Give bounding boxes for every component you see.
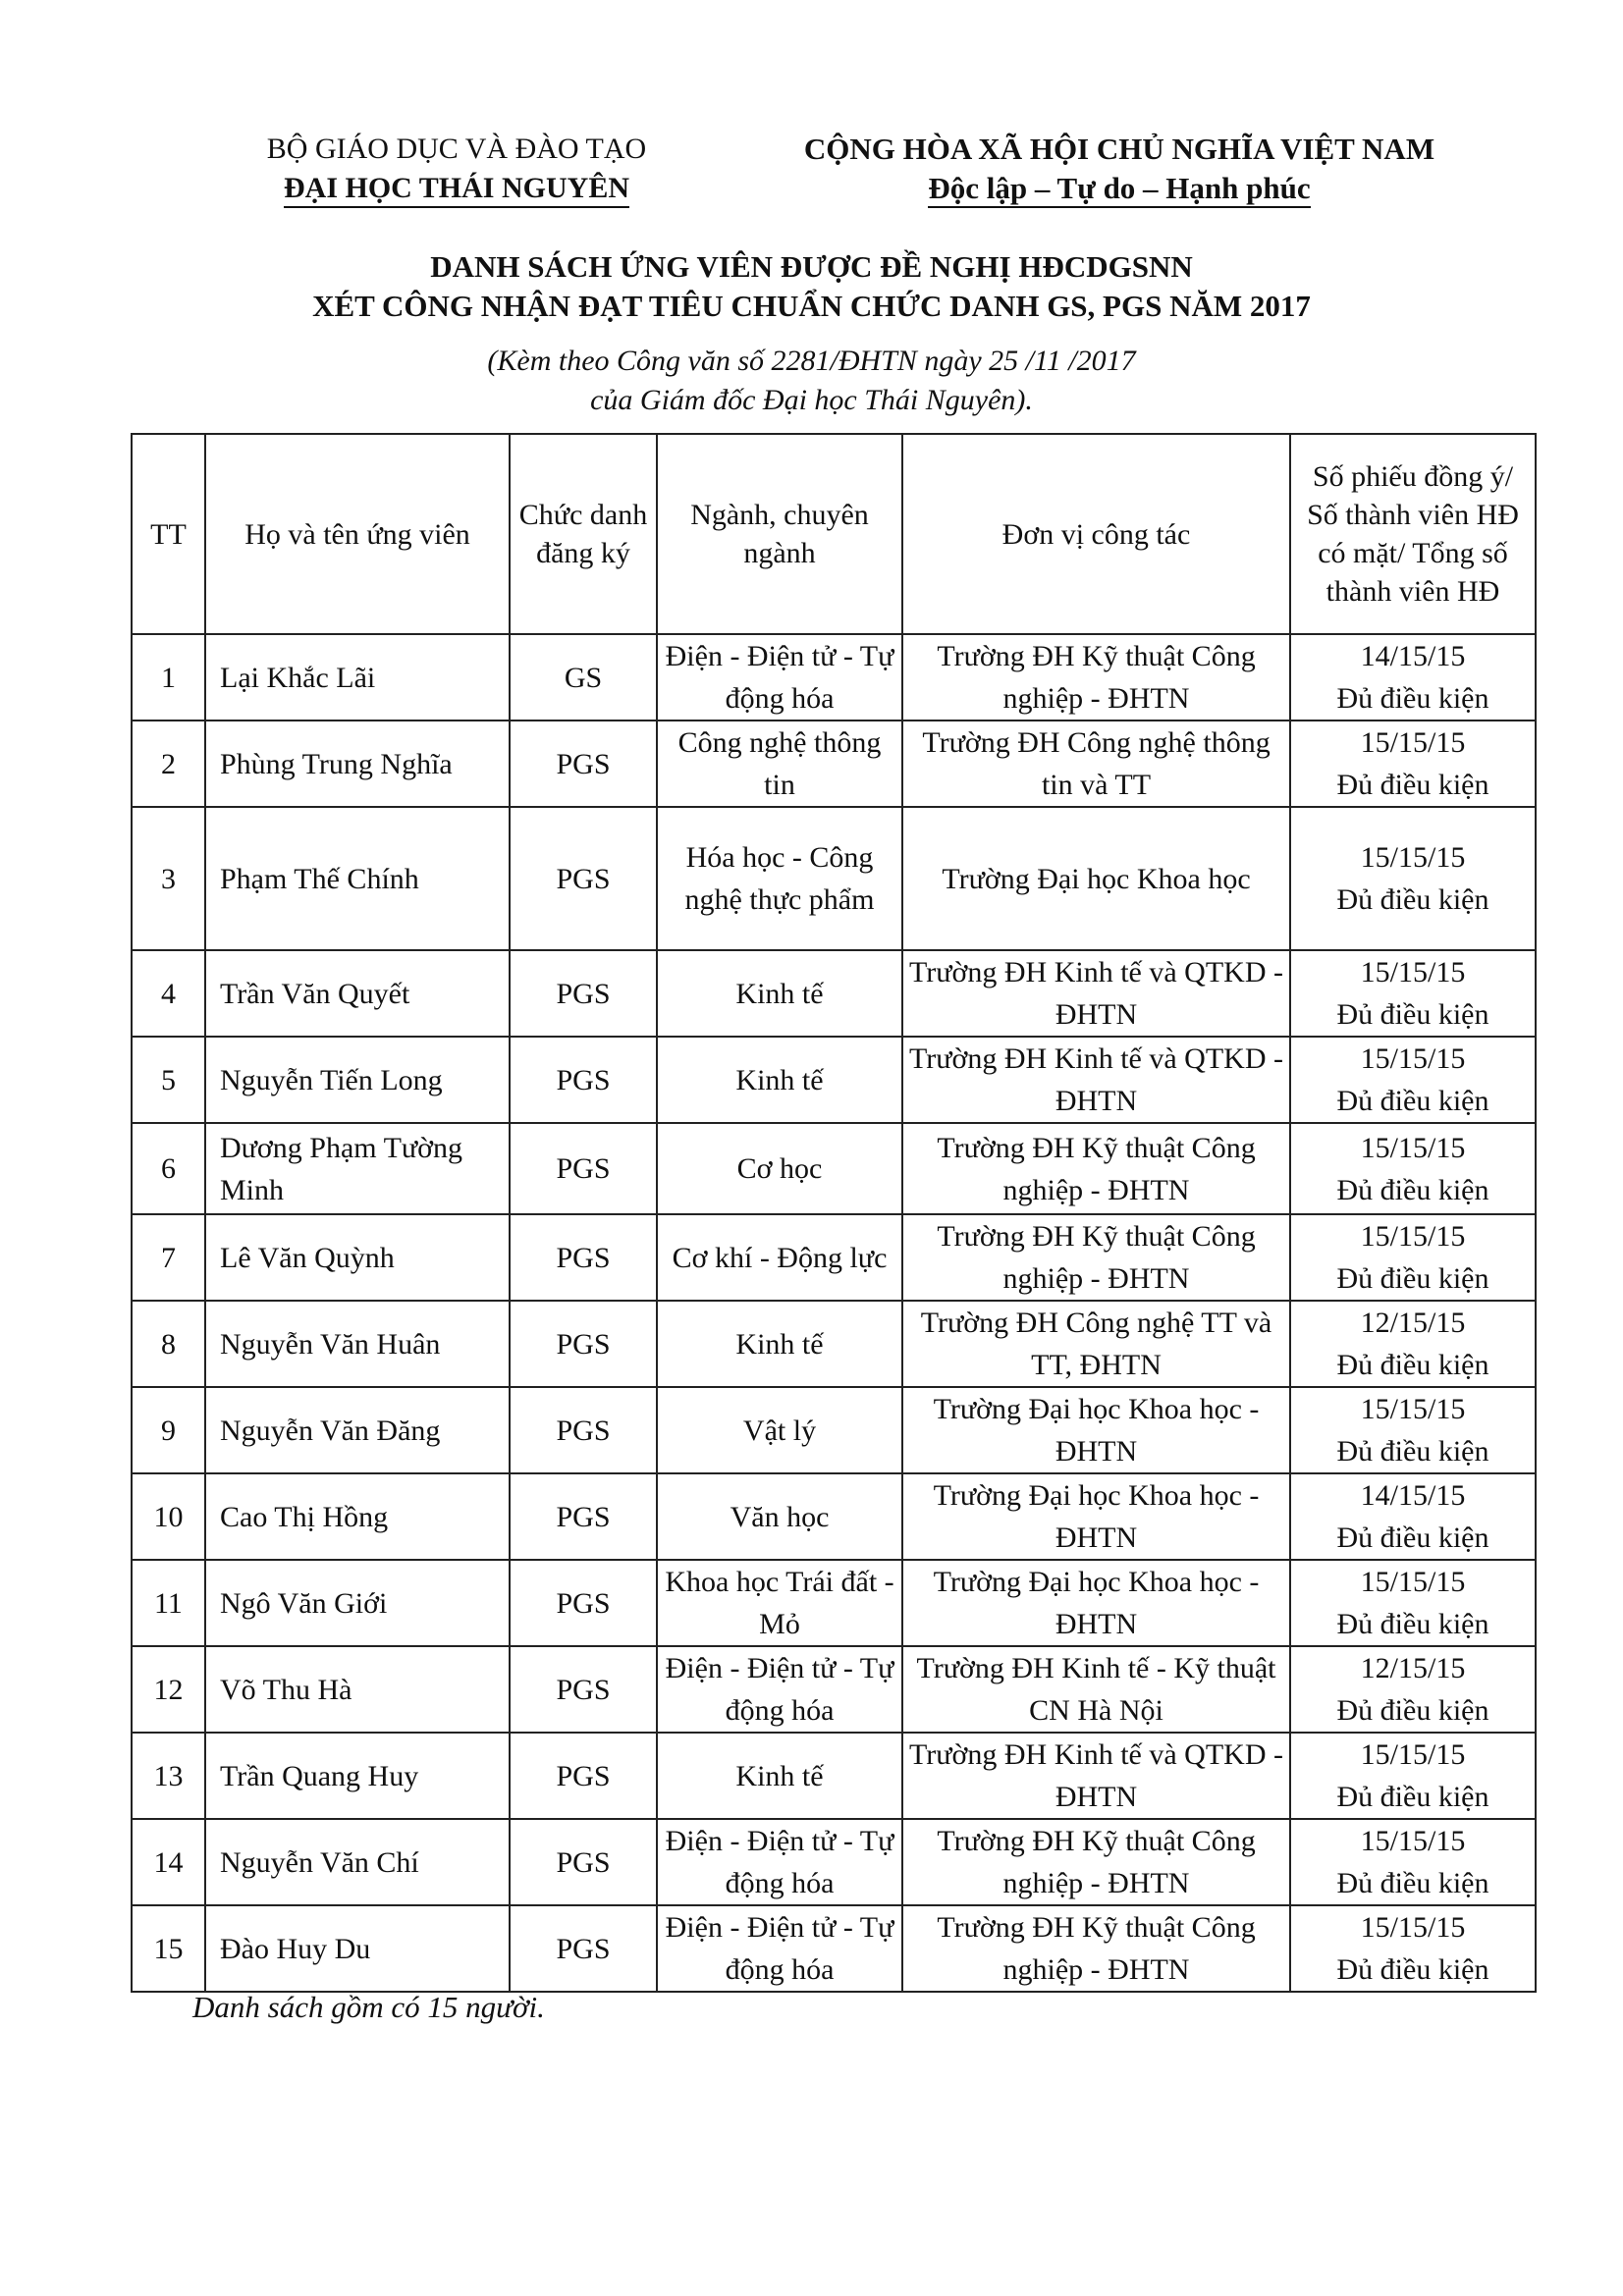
cell-tt: 4 [132, 950, 205, 1037]
cell-unit: Trường ĐH Kỹ thuật Công nghiệp - ĐHTN [902, 1214, 1290, 1301]
table-row [132, 1037, 1536, 1123]
cell-tt: 1 [132, 634, 205, 721]
cell-votes [1290, 1301, 1536, 1387]
cell-tt: 14 [132, 1819, 205, 1905]
cell-field: Điện - Điện tử - Tự động hóa [657, 1646, 902, 1733]
cell-field: Điện - Điện tử - Tự động hóa [657, 634, 902, 721]
header-title: Chức danh đăng ký [510, 434, 657, 634]
cell-votes [1290, 807, 1536, 950]
cell-votes [1290, 1214, 1536, 1301]
title-line-1: DANH SÁCH ỨNG VIÊN ĐƯỢC ĐỀ NGHỊ HĐCDGSNN [430, 249, 1193, 284]
cell-unit: Trường Đại học Khoa học - ĐHTN [902, 1387, 1290, 1473]
cell-tt: 7 [132, 1214, 205, 1301]
cell-name: Dương Phạm Tường Minh [205, 1123, 510, 1214]
cell-title: PGS [510, 1905, 657, 1992]
vote-count: 15/15/15 [1360, 1566, 1466, 1598]
vote-count: 12/15/15 [1360, 1307, 1466, 1339]
eligibility-status: Đủ điều kiện [1336, 1435, 1489, 1468]
cell-title: PGS [510, 1214, 657, 1301]
eligibility-status: Đủ điều kiện [1336, 1953, 1489, 1986]
cell-name: Võ Thu Hà [205, 1646, 510, 1733]
vote-count: 15/15/15 [1360, 1393, 1466, 1425]
vote-count: 15/15/15 [1360, 1825, 1466, 1857]
cell-tt: 13 [132, 1733, 205, 1819]
document-subtitle [0, 342, 1623, 420]
table-row [132, 1905, 1536, 1992]
vote-count: 15/15/15 [1360, 1738, 1466, 1771]
cell-name: Trần Văn Quyết [205, 950, 510, 1037]
vote-count: 15/15/15 [1360, 956, 1466, 988]
cell-title: PGS [510, 721, 657, 807]
cell-votes [1290, 1560, 1536, 1646]
cell-field: Cơ học [657, 1123, 902, 1214]
cell-tt: 3 [132, 807, 205, 950]
title-line-2: XÉT CÔNG NHẬN ĐẠT TIÊU CHUẨN CHỨC DANH GS, PGS NĂM 2017 [312, 289, 1311, 323]
university-name: ĐẠI HỌC THÁI NGUYÊN [284, 171, 629, 208]
cell-unit: Trường ĐH Kỹ thuật Công nghiệp - ĐHTN [902, 1123, 1290, 1214]
table-row [132, 1646, 1536, 1733]
cell-tt: 9 [132, 1387, 205, 1473]
cell-unit: Trường ĐH Kỹ thuật Công nghiệp - ĐHTN [902, 1905, 1290, 1992]
cell-name: Trần Quang Huy [205, 1733, 510, 1819]
cell-field: Điện - Điện tử - Tự động hóa [657, 1905, 902, 1992]
cell-tt: 8 [132, 1301, 205, 1387]
cell-field: Kinh tế [657, 950, 902, 1037]
subtitle-line-2: của Giám đốc Đại học Thái Nguyên). [590, 384, 1033, 416]
header-votes: Số phiếu đồng ý/ Số thành viên HĐ có mặt/ Tổng số thành viên HĐ [1290, 434, 1536, 634]
eligibility-status: Đủ điều kiện [1336, 883, 1489, 916]
cell-title: PGS [510, 1123, 657, 1214]
cell-field: Điện - Điện tử - Tự động hóa [657, 1819, 902, 1905]
table-row [132, 1473, 1536, 1560]
cell-votes [1290, 634, 1536, 721]
cell-unit: Trường Đại học Khoa học - ĐHTN [902, 1560, 1290, 1646]
cell-votes [1290, 1473, 1536, 1560]
table-row [132, 1214, 1536, 1301]
cell-votes [1290, 1037, 1536, 1123]
cell-tt: 2 [132, 721, 205, 807]
header-tt: TT [132, 434, 205, 634]
cell-votes [1290, 1819, 1536, 1905]
cell-name: Ngô Văn Giới [205, 1560, 510, 1646]
vote-count: 14/15/15 [1360, 1479, 1466, 1512]
cell-name: Lê Văn Quỳnh [205, 1214, 510, 1301]
cell-title: PGS [510, 950, 657, 1037]
cell-name: Đào Huy Du [205, 1905, 510, 1992]
eligibility-status: Đủ điều kiện [1336, 769, 1489, 801]
cell-title: GS [510, 634, 657, 721]
eligibility-status: Đủ điều kiện [1336, 1781, 1489, 1813]
subtitle-line-1: (Kèm theo Công văn số 2281/ĐHTN ngày 25 /11 /2017 [487, 345, 1136, 377]
vote-count: 15/15/15 [1360, 1220, 1466, 1253]
cell-field: Hóa học - Công nghệ thực phẩm [657, 807, 902, 950]
table-row [132, 634, 1536, 721]
nation-name: CỘNG HÒA XÃ HỘI CHỦ NGHĨA VIỆT NAM [803, 132, 1435, 166]
cell-title: PGS [510, 807, 657, 950]
table-row [132, 807, 1536, 950]
cell-name: Phạm Thế Chính [205, 807, 510, 950]
cell-votes [1290, 1123, 1536, 1214]
table-row [132, 721, 1536, 807]
cell-title: PGS [510, 1301, 657, 1387]
ministry-name: BỘ GIÁO DỤC VÀ ĐÀO TẠO [266, 133, 647, 165]
table-row [132, 950, 1536, 1037]
cell-field: Vật lý [657, 1387, 902, 1473]
eligibility-status: Đủ điều kiện [1336, 1085, 1489, 1117]
cell-tt: 5 [132, 1037, 205, 1123]
table-row [132, 1387, 1536, 1473]
cell-votes [1290, 721, 1536, 807]
eligibility-status: Đủ điều kiện [1336, 1867, 1489, 1899]
cell-tt: 6 [132, 1123, 205, 1214]
vote-count: 15/15/15 [1360, 1042, 1466, 1075]
cell-unit: Trường ĐH Kỹ thuật Công nghiệp - ĐHTN [902, 634, 1290, 721]
vote-count: 15/15/15 [1360, 1911, 1466, 1944]
cell-unit: Trường ĐH Kinh tế - Kỹ thuật CN Hà Nội [902, 1646, 1290, 1733]
cell-votes [1290, 1646, 1536, 1733]
cell-title: PGS [510, 1473, 657, 1560]
cell-unit: Trường ĐH Công nghệ TT và TT, ĐHTN [902, 1301, 1290, 1387]
national-motto: Độc lập – Tự do – Hạnh phúc [928, 171, 1310, 208]
cell-field: Kinh tế [657, 1733, 902, 1819]
cell-field: Công nghệ thông tin [657, 721, 902, 807]
cell-unit: Trường ĐH Công nghệ thông tin và TT [902, 721, 1290, 807]
cell-unit: Trường Đại học Khoa học [902, 807, 1290, 950]
table-header-row [132, 434, 1536, 634]
cell-tt: 12 [132, 1646, 205, 1733]
eligibility-status: Đủ điều kiện [1336, 1522, 1489, 1554]
vote-count: 15/15/15 [1360, 841, 1466, 874]
list-summary: Danh sách gồm có 15 người. [192, 1990, 545, 2024]
cell-unit: Trường ĐH Kỹ thuật Công nghiệp - ĐHTN [902, 1819, 1290, 1905]
cell-field: Văn học [657, 1473, 902, 1560]
cell-field: Kinh tế [657, 1301, 902, 1387]
document-title [0, 247, 1623, 326]
table-row [132, 1560, 1536, 1646]
cell-votes [1290, 950, 1536, 1037]
header-field: Ngành, chuyên ngành [657, 434, 902, 634]
cell-name: Nguyễn Văn Đăng [205, 1387, 510, 1473]
header-unit: Đơn vị công tác [902, 434, 1290, 634]
eligibility-status: Đủ điều kiện [1336, 1608, 1489, 1640]
cell-votes [1290, 1733, 1536, 1819]
eligibility-status: Đủ điều kiện [1336, 1173, 1489, 1206]
cell-field: Kinh tế [657, 1037, 902, 1123]
cell-unit: Trường ĐH Kinh tế và QTKD - ĐHTN [902, 1733, 1290, 1819]
cell-tt: 10 [132, 1473, 205, 1560]
vote-count: 15/15/15 [1360, 1131, 1466, 1164]
cell-field: Cơ khí - Động lực [657, 1214, 902, 1301]
table-row [132, 1301, 1536, 1387]
cell-title: PGS [510, 1819, 657, 1905]
eligibility-status: Đủ điều kiện [1336, 998, 1489, 1031]
cell-tt: 15 [132, 1905, 205, 1992]
candidate-table [131, 433, 1537, 1993]
table-row [132, 1733, 1536, 1819]
table-row [132, 1123, 1536, 1214]
cell-field: Khoa học Trái đất - Mỏ [657, 1560, 902, 1646]
issuer-header [216, 130, 697, 208]
cell-tt: 11 [132, 1560, 205, 1646]
header-name: Họ và tên ứng viên [205, 434, 510, 634]
cell-title: PGS [510, 1733, 657, 1819]
cell-name: Cao Thị Hồng [205, 1473, 510, 1560]
cell-name: Nguyễn Văn Huân [205, 1301, 510, 1387]
cell-name: Lại Khắc Lãi [205, 634, 510, 721]
cell-unit: Trường ĐH Kinh tế và QTKD - ĐHTN [902, 950, 1290, 1037]
table-body [132, 634, 1536, 1992]
cell-votes [1290, 1387, 1536, 1473]
cell-title: PGS [510, 1387, 657, 1473]
cell-title: PGS [510, 1646, 657, 1733]
national-header [746, 130, 1492, 208]
eligibility-status: Đủ điều kiện [1336, 682, 1489, 715]
eligibility-status: Đủ điều kiện [1336, 1694, 1489, 1727]
cell-name: Nguyễn Tiến Long [205, 1037, 510, 1123]
vote-count: 14/15/15 [1360, 640, 1466, 672]
cell-unit: Trường Đại học Khoa học - ĐHTN [902, 1473, 1290, 1560]
table-row [132, 1819, 1536, 1905]
cell-votes [1290, 1905, 1536, 1992]
cell-title: PGS [510, 1560, 657, 1646]
cell-name: Phùng Trung Nghĩa [205, 721, 510, 807]
cell-name: Nguyễn Văn Chí [205, 1819, 510, 1905]
vote-count: 12/15/15 [1360, 1652, 1466, 1684]
eligibility-status: Đủ điều kiện [1336, 1349, 1489, 1381]
vote-count: 15/15/15 [1360, 726, 1466, 759]
eligibility-status: Đủ điều kiện [1336, 1262, 1489, 1295]
cell-title: PGS [510, 1037, 657, 1123]
cell-unit: Trường ĐH Kinh tế và QTKD - ĐHTN [902, 1037, 1290, 1123]
